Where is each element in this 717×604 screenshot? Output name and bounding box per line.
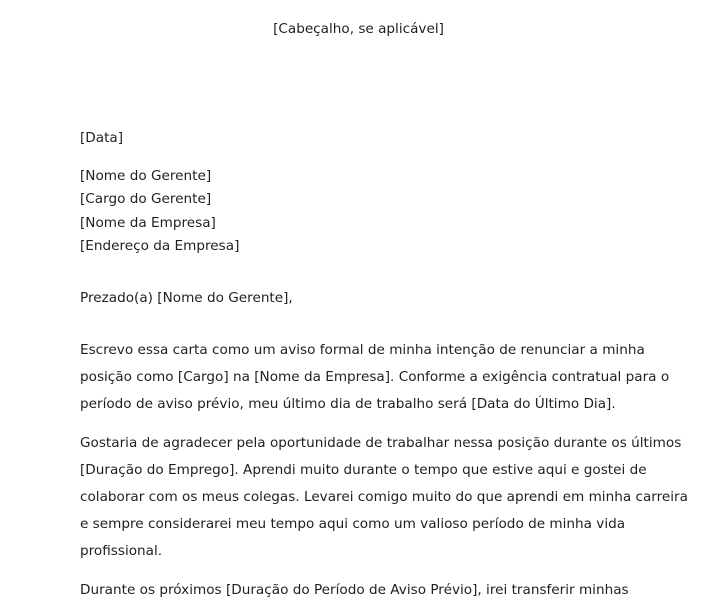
paragraph-2-line: [Duração do Emprego]. Aprendi muito durante o tempo que estive aqui e gostei de [80,462,647,478]
paragraph-1-line: posição como [Cargo] na [Nome da Empresa]. Conforme a exigência contratual para o [80,369,670,385]
paragraph-2-line: Gostaria de agradecer pela oportunidade de trabalhar nessa posição durante os últimos [80,435,682,451]
paragraph-2-line: e sempre considerarei meu tempo aqui como um valioso período de minha vida [80,516,626,532]
recipient-company: [Nome da Empresa] [80,215,216,231]
salutation: Prezado(a) [Nome do Gerente], [80,290,293,306]
paragraph-2-line: colaborar com os meus colegas. Levarei comigo muito do que aprendi em minha carreira [80,489,688,505]
recipient-name: [Nome do Gerente] [80,168,212,184]
letter-date: [Data] [80,130,124,146]
paragraph-2-line: profissional. [80,543,163,559]
paragraph-1-line: período de aviso prévio, meu último dia de trabalho será [Data do Último Dia]. [80,396,616,412]
page-header: [Cabeçalho, se aplicável] [273,21,444,37]
paragraph-1-line: Escrevo essa carta como um aviso formal de minha intenção de renunciar a minha [80,342,645,358]
recipient-address: [Endereço da Empresa] [80,238,240,254]
paragraph-3-line: Durante os próximos [Duração do Período de Aviso Prévio], irei transferir minhas [80,582,629,598]
recipient-title: [Cargo do Gerente] [80,191,212,207]
